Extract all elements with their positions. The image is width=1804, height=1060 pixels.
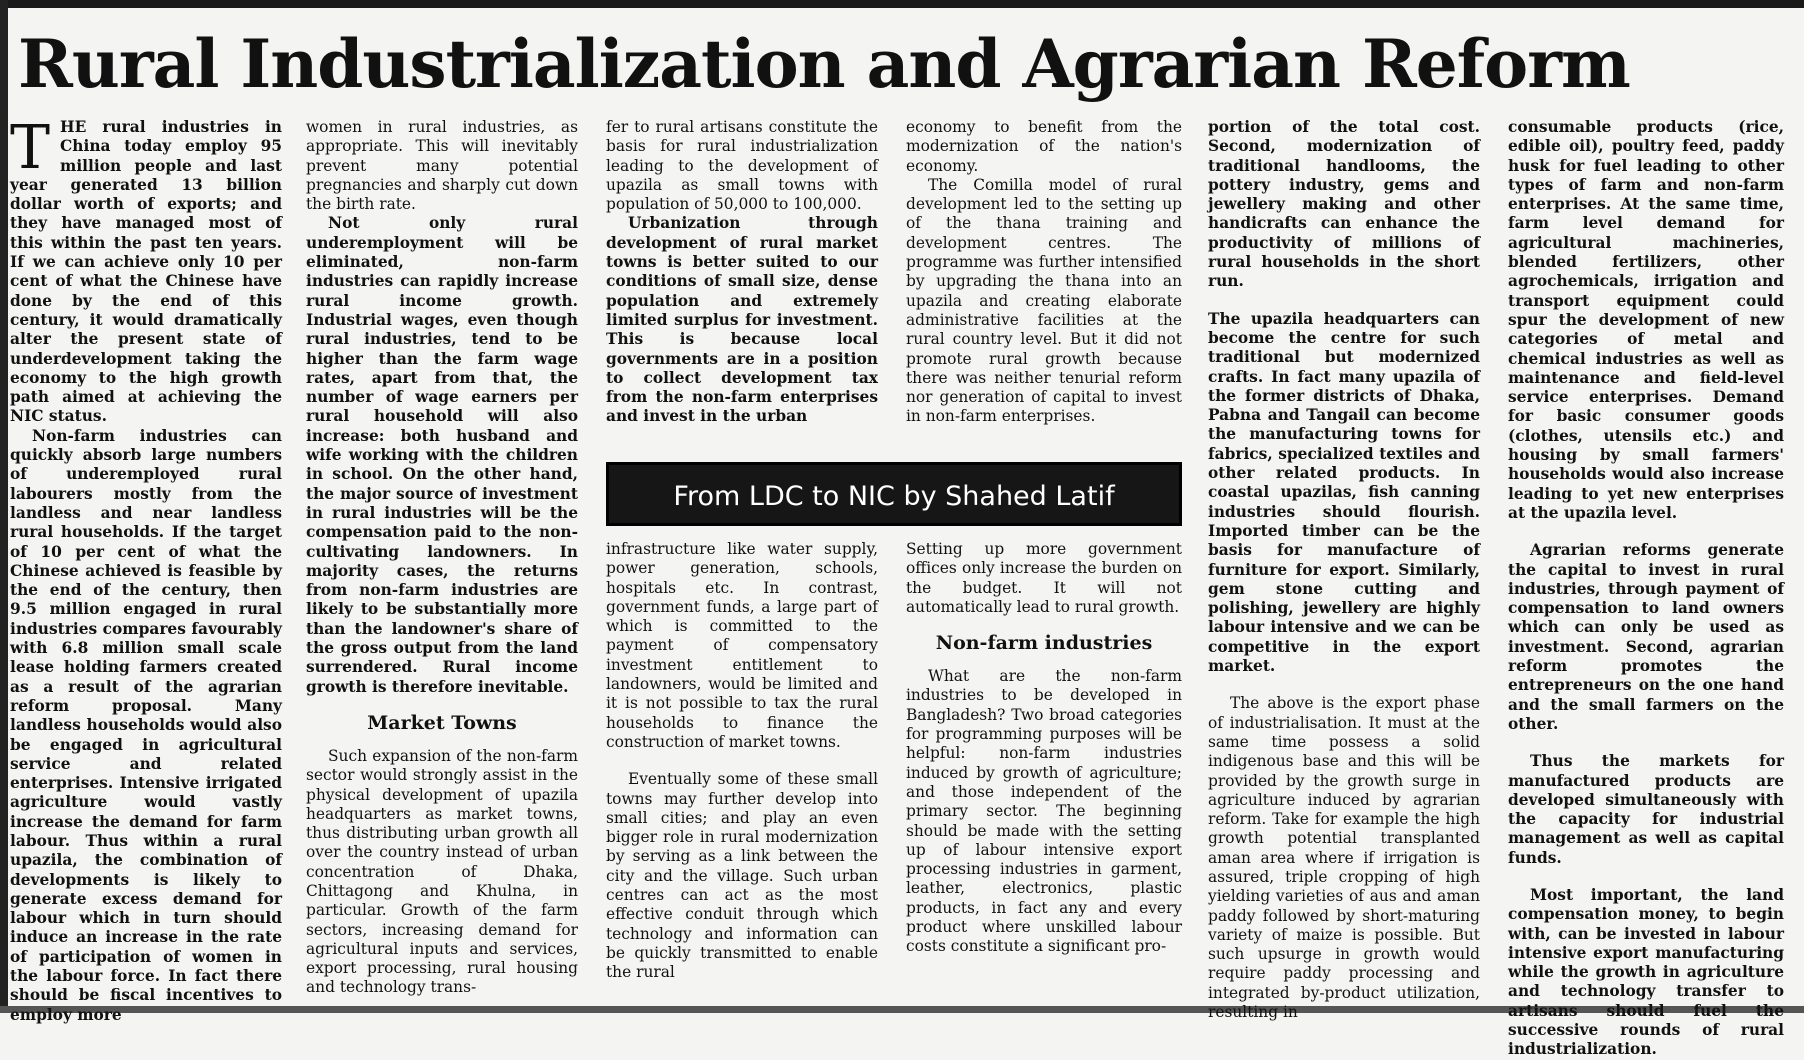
page-left-edge (0, 0, 8, 1013)
col3-paragraph-1: fer to rural artisans constitute the basis for rural industrialization leading to the development of upazila as small towns with population of 50,000 to 100,000. (606, 118, 878, 214)
column-5 (1208, 118, 1480, 1022)
col5-paragraph-2: The upazila headquarters can become the centre for such traditional but modernized crafts. In fact many upazila of the former districts of Dhaka, Pabna and Tangail can become the manufacturing towns for fabrics, specialized textiles and other related products. In coastal upazilas, fish canning industries should flourish. Imported timber can be the basis for manufacture of furniture for export. Similarly, gem stone cutting and polishing, jewellery are highly labour intensive and we can be competitive in the export market. (1208, 309, 1480, 676)
col3-paragraph-2: Urbanization through development of rural market towns is better suited to our conditions of small size, dense population and extremely limited surplus for investment. This is because local governments are in a position to collect development tax from the non-farm enterprises and invest in the urban (606, 214, 878, 426)
col5-paragraph-1: portion of the total cost. Second, modernization of traditional handlooms, the pottery industry, gems and jewellery making and other handicrafts can enhance the productivity of millions of rural households in the short run. (1208, 118, 1480, 291)
drop-cap: T (10, 113, 51, 183)
col6-paragraph-3: Thus the markets for manufactured products are developed simultaneously with the capacity for industrial management as well as capital funds. (1508, 752, 1784, 867)
column-3-top (606, 118, 878, 448)
col6-paragraph-2: Agrarian reforms generate the capital to invest in rural industries, through payment of compensation to land owners which can only be used as investment. Second, agrarian reform promotes the entrepreneurs on the one hand and the small farmers on the other. (1508, 541, 1784, 733)
byline-banner: From LDC to NIC by Shahed Latif (606, 462, 1182, 526)
top-rule (0, 0, 1804, 8)
col6-paragraph-1: consumable products (rice, edible oil), poultry feed, paddy husk for fuel leading to other types of farm and non-farm enterprises. At the same time, farm level demand for agricultural machineries, blended fertilizers, other agrochemicals, irrigation and transport equipment could spur the development of new categories of metal and chemical industries as well as maintenance and field-level service enterprises. Demand for basic consumer goods (clothes, utensils etc.) and housing by small farmers' households would also increase leading to yet new enterprises at the upazila level. (1508, 118, 1784, 522)
column-1 (10, 113, 282, 1024)
subheading-non-farm-industries: Non-farm industries (935, 632, 1153, 655)
col1-paragraph-1 (10, 113, 282, 427)
col4-paragraph-2: The Comilla model of rural development led to the setting up of the thana training and development centres. The programme was further intensified by upgrading the thana into an upazila and creating elaborate administrative facilities at the rural country level. But it did not promote rural growth because there was neither tenurial reform nor generation of capital to invest in non-farm enterprises. (906, 175, 1182, 426)
col4-paragraph-4: What are the non-farm industries to be developed in Bangladesh? Two broad categories for programming purposes will be helpful: non-farm industries induced by growth of agriculture; and those independent of the primary sector. The beginning should be made with the setting up of labour intensive export processing industries in garment, leather, electronics, plastic products, in fact any and every product where unskilled labour costs constitute a significant pro- (906, 667, 1182, 956)
column-4-top (906, 118, 1182, 448)
column-6 (1508, 118, 1784, 1059)
col1-paragraph-1-text: HE rural industries in China today employ 95 million people and last year generated 13 billion dollar worth of exports; and they have managed most of this within the past ten years. If we can achieve only 10 per cent of what the Chinese have done by the end of this century, it would dramatically alter the present state of underdevelopment taking the economy to the high growth path aimed at achieving the NIC status. (10, 118, 282, 426)
col3-paragraph-4: Eventually some of these small towns may further develop into small cities; and play an even bigger role in rural modernization by serving as a link between the city and the village. Such urban centres can act as the most effective conduit through which technology and information can be quickly transmitted to enable the rural (606, 770, 878, 982)
col4-paragraph-1: economy to benefit from the modernization of the nation's economy. (906, 118, 1182, 175)
col2-paragraph-2: Not only rural underemployment will be eliminated, non-farm industries can rapidly increase rural income growth. Industrial wages, even though rural industries, tend to be higher than the farm wage rates, apart from that, the number of wage earners per rural household will also increase: both husband and wife working with the children in school. On the other hand, the major source of investment in rural industries will be the compensation paid to the non-cultivating landowners. In majority cases, the returns from non-farm industries are likely to be substantially more than the landowner's share of the gross output from the land surrendered. Rural income growth is therefore inevitable. (306, 214, 578, 696)
col6-paragraph-4: Most important, the land compensation money, to begin with, can be invested in labour intensive export manufacturing while the growth in agriculture and technology transfer to artisans should fuel the successive rounds of rural industrialization. (1508, 885, 1784, 1059)
column-3-bottom (606, 540, 878, 1006)
col2-paragraph-3: Such expansion of the non-farm sector would strongly assist in the physical development of upazila headquarters as market towns, thus distributing urban growth all over the country instead of urban concentration of Dhaka, Chittagong and Khulna, in particular. Growth of the farm sectors, increasing demand for agricultural inputs and services, export processing, rural housing and technology trans- (306, 746, 578, 997)
column-4-bottom (906, 540, 1182, 1006)
headline: Rural Industrialization and Agrarian Reform (18, 25, 1630, 103)
col1-paragraph-2: Non-farm industries can quickly absorb large numbers of underemployed rural labourers mostly from the landless and near landless rural households. If the target of 10 per cent of what the Chinese achieved is feasible by the end of the century, then 9.5 million engaged in rural industries compares favourably with 6.8 million small scale lease holding farmers created as a result of the agrarian reform proposal. Many landless households would also be engaged in agricultural service and related enterprises. Intensive irrigated agriculture would vastly increase the demand for farm labour. Thus within a rural upazila, the combination of developments is likely to generate excess demand for labour which in turn should induce an increase in the rate of participation of women in the labour force. In fact there should be fiscal incentives to employ more (10, 426, 282, 1024)
col2-paragraph-1: women in rural industries, as appropriate. This will inevitably prevent many potential pregnancies and sharply cut down the birth rate. (306, 118, 578, 214)
col4-paragraph-3: Setting up more government offices only increase the burden on the budget. It will not automatically lead to rural growth. (906, 540, 1182, 616)
subheading-market-towns: Market Towns (367, 711, 517, 734)
col3-paragraph-3: infrastructure like water supply, power generation, schools, hospitals etc. In contrast, government funds, a large part of which is committed to the payment of compensatory investment entitlement to landowners, would be limited and it is not possible to tax the rural households to finance the construction of market towns. (606, 540, 878, 751)
col5-paragraph-3: The above is the export phase of industrialisation. It must at the same time possess a solid indigenous base and this will be provided by the growth surge in agriculture induced by agrarian reform. Take for example the high growth potential transplanted aman area where if irrigation is assured, triple cropping of high yielding varieties of aus and aman paddy followed by short-maturing variety of maize is possible. But such upsurge in growth would require paddy processing and integrated by-product utilization, resulting in (1208, 694, 1480, 1022)
column-2 (306, 118, 578, 1006)
